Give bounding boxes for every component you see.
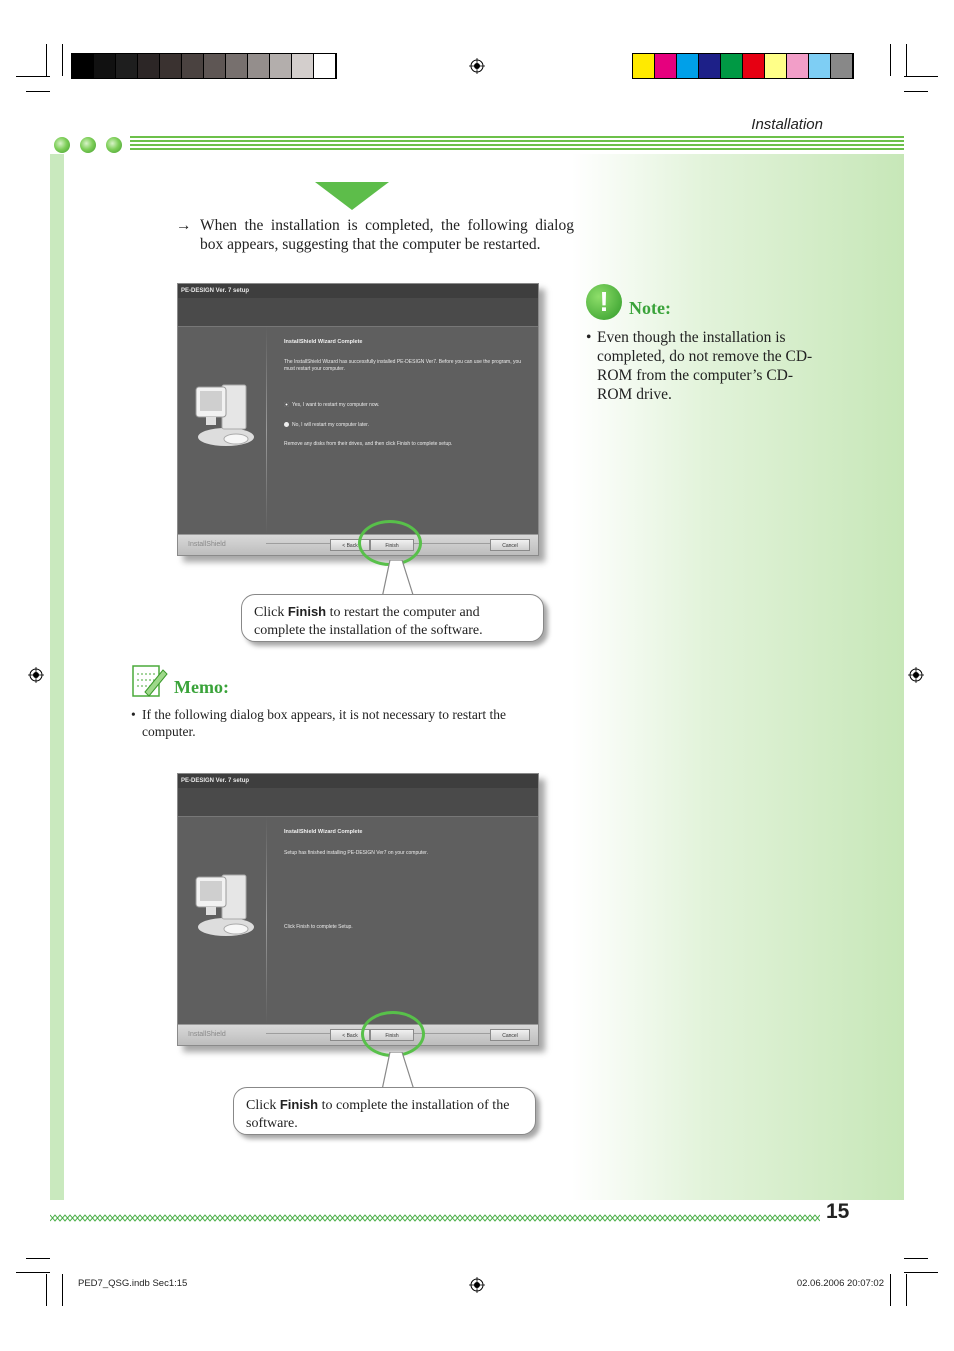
crop-mark [906, 1274, 907, 1306]
page-number: 15 [826, 1200, 850, 1223]
dialog-heading: InstallShield Wizard Complete [284, 829, 363, 835]
exclamation-icon: ! [586, 284, 622, 320]
dialog-title-bar: PE-DESIGN Ver. 7 setup [178, 774, 538, 788]
back-button[interactable]: < Back [330, 539, 370, 551]
color-swatch [160, 54, 182, 78]
dialog-body [178, 327, 538, 534]
color-swatch [677, 54, 699, 78]
color-swatch [116, 54, 138, 78]
color-swatch [314, 54, 336, 78]
grayscale-color-bar [71, 53, 337, 79]
color-swatch [699, 54, 721, 78]
radio-option-yes[interactable]: Yes, I want to restart my computer now. [284, 402, 524, 409]
green-dot-icon [106, 137, 122, 153]
crop-mark [62, 44, 63, 76]
dialog-instruction: Remove any disks from their drives, and then click Finish to complete setup. [284, 441, 453, 447]
radio-icon [284, 402, 289, 407]
computer-icon [192, 377, 256, 449]
cancel-button[interactable]: Cancel [490, 539, 530, 551]
process-color-bar [632, 53, 854, 79]
crop-mark [904, 1258, 928, 1259]
color-swatch [270, 54, 292, 78]
color-swatch [72, 54, 94, 78]
restart-dialog-screenshot [177, 283, 539, 556]
color-swatch [809, 54, 831, 78]
radio-option-no[interactable]: No, I will restart my computer later. [284, 422, 524, 429]
dialog-body-text: The InstallShield Wizard has successfully installed PE-DESIGN Ver7. Before you can use the program, you must restart your computer. [284, 359, 522, 372]
registration-mark-icon [469, 1277, 485, 1293]
color-swatch [743, 54, 765, 78]
finish-highlight-ring [361, 1011, 425, 1057]
note-text: • Even though the installation is completed, do not remove the CD-ROM from the computer’s CD-ROM drive. [586, 329, 813, 403]
section-header: Installation [751, 116, 823, 133]
back-button[interactable]: < Back [330, 1029, 370, 1041]
color-swatch [633, 54, 655, 78]
finish-callout: Click Finish to complete the installation of the software. [233, 1087, 536, 1135]
color-swatch [787, 54, 809, 78]
computer-icon [192, 867, 256, 939]
radio-icon [284, 422, 289, 427]
registration-mark-icon [28, 667, 44, 683]
memo-icon [131, 664, 169, 700]
crop-mark [904, 1272, 938, 1273]
dialog-heading: InstallShield Wizard Complete [284, 339, 363, 345]
dialog-body [178, 817, 538, 1024]
finish-button[interactable]: Finish [370, 1029, 414, 1041]
color-swatch [138, 54, 160, 78]
green-dot-icon [54, 137, 70, 153]
dialog-header-band [178, 788, 538, 817]
registration-mark-icon [908, 667, 924, 683]
green-dot-icon [80, 137, 96, 153]
color-swatch [94, 54, 116, 78]
step-down-arrow-icon [315, 182, 389, 210]
color-swatch [248, 54, 270, 78]
crop-mark [890, 1274, 891, 1306]
dialog-header-band [178, 298, 538, 327]
dialog-instruction: Click Finish to complete Setup. [284, 924, 353, 930]
registration-mark-icon [469, 58, 485, 74]
dialog-title-bar: PE-DESIGN Ver. 7 setup [178, 284, 538, 298]
crop-mark [16, 76, 50, 77]
complete-dialog-screenshot [177, 773, 539, 1046]
dialog-body-text: Setup has finished installing PE-DESIGN Ver7 on your computer. [284, 850, 428, 856]
step-description [176, 216, 574, 254]
finish-callout: Click Finish to restart the computer and complete the installation of the software. [241, 594, 544, 642]
crop-mark [26, 1258, 50, 1259]
color-swatch [204, 54, 226, 78]
dialog-footer [178, 1024, 538, 1045]
crop-mark [46, 1274, 47, 1306]
crop-mark [904, 91, 928, 92]
left-margin-bar [50, 154, 64, 1200]
color-swatch [292, 54, 314, 78]
header-stripes [130, 136, 904, 154]
print-timestamp: 02.06.2006 20:07:02 [796, 1278, 884, 1289]
color-swatch [655, 54, 677, 78]
color-swatch [721, 54, 743, 78]
callout-pointer [380, 1052, 430, 1092]
crop-mark [46, 44, 47, 76]
crop-mark [16, 1272, 50, 1273]
step-arrow-icon: → [176, 217, 192, 234]
crop-mark [890, 44, 891, 76]
note-title: Note: [629, 298, 671, 318]
crop-mark [26, 91, 50, 92]
color-swatch [831, 54, 853, 78]
color-swatch [182, 54, 204, 78]
finish-button[interactable]: Finish [370, 539, 414, 551]
installshield-brand: InstallShield [188, 1031, 226, 1038]
memo-title: Memo: [174, 677, 229, 697]
color-swatch [765, 54, 787, 78]
color-swatch [226, 54, 248, 78]
crop-mark [904, 76, 938, 77]
crop-mark [906, 44, 907, 76]
file-slug: PED7_QSG.indb Sec1:15 [78, 1278, 188, 1289]
crop-mark [62, 1274, 63, 1306]
memo-text: • If the following dialog box appears, it is not necessary to restart the computer. [131, 707, 507, 739]
installshield-brand: InstallShield [188, 541, 226, 548]
cancel-button[interactable]: Cancel [490, 1029, 530, 1041]
step-text: When the installation is completed, the following dialog box appears, suggesting that the computer be restarted. [200, 217, 574, 253]
footer-zigzag-divider [50, 1213, 820, 1223]
